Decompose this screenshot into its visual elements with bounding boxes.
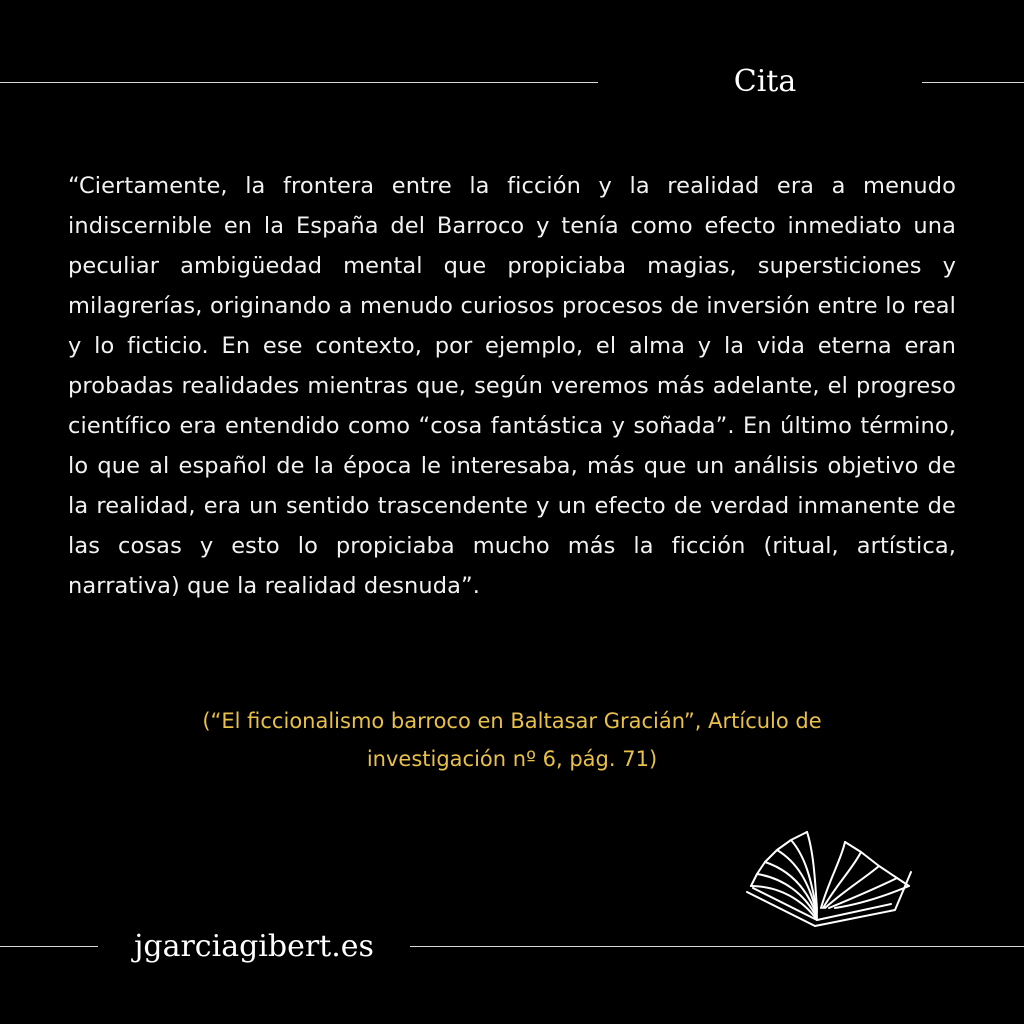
- header-rule-left: [0, 82, 598, 83]
- quote-source: [150, 702, 874, 778]
- source-line-2: investigación nº 6, pág. 71): [366, 747, 658, 771]
- header-rule-right: [922, 82, 1024, 83]
- page-title: Cita: [733, 64, 797, 99]
- footer-rule-left: [0, 946, 98, 947]
- source-line-1: (“El ficcionalismo barroco en Baltasar Gracián”, Artículo de: [202, 709, 822, 733]
- footer-rule-right: [410, 946, 1024, 947]
- open-book-icon: [745, 828, 915, 928]
- website-link[interactable]: jgarciagibert.es: [134, 929, 374, 964]
- quote-text: “Ciertamente, la frontera entre la ficción y la realidad era a menudo indiscernible en la España del Barroco y tenía como efecto inmediato una peculiar ambigüedad mental que propiciaba magias, supersticiones y milagrerías, originando a menudo curiosos procesos de inversión entre lo real y lo ficticio. En ese contexto, por ejemplo, el alma y la vida eterna eran probadas realidades mientras que, según veremos más adelante, el progreso científico era entendido como “cosa fantástica y soñada”. En último término, lo que al español de la época le interesaba, más que un análisis objetivo de la realidad, era un sentido trascendente y un efecto de verdad inmanente de las cosas y esto lo propiciaba mucho más la ficción (ritual, artística, narrativa) que la realidad desnuda”.: [68, 173, 956, 599]
